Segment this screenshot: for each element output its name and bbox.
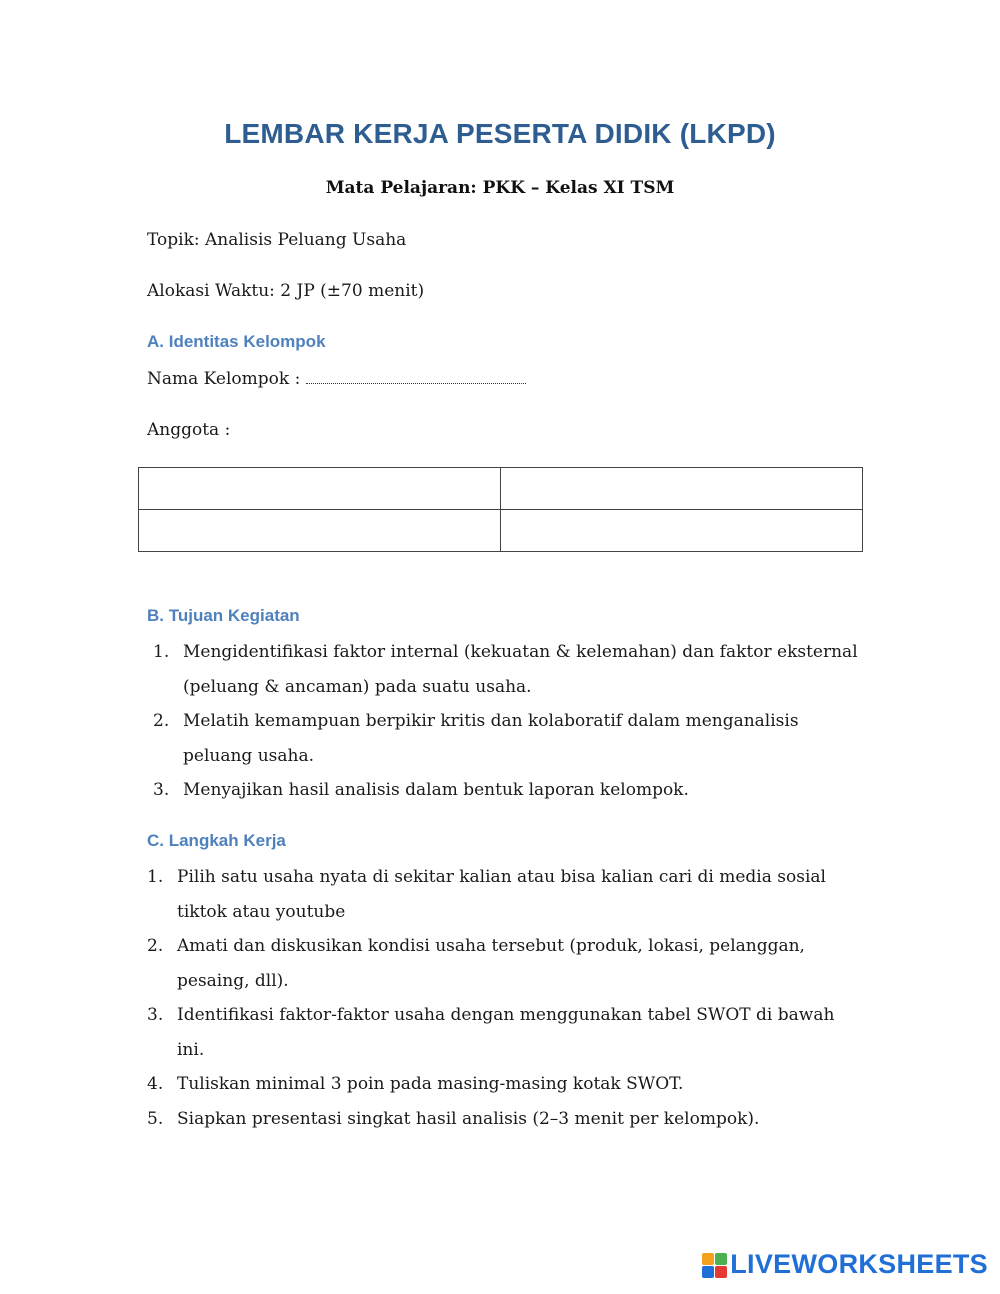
list-item-number: 3.: [147, 1005, 164, 1025]
logo-tile: [715, 1253, 727, 1265]
section-b-heading: B. Tujuan Kegiatan: [147, 606, 300, 625]
list-item-text: Tuliskan minimal 3 poin pada masing-masing kotak SWOT.: [177, 1074, 684, 1094]
objective-item: [153, 773, 863, 808]
section-a-heading: A. Identitas Kelompok: [147, 332, 326, 351]
logo-tile: [702, 1266, 714, 1278]
list-item-number: 1.: [153, 642, 170, 662]
member-cell[interactable]: [501, 468, 863, 510]
logo-tile: [702, 1253, 714, 1265]
brand-wordmark: LIVEWORKSHEETS: [730, 1249, 988, 1279]
logo-tile: [715, 1266, 727, 1278]
member-cell[interactable]: [139, 468, 501, 510]
group-name-label: Nama Kelompok :: [147, 369, 306, 389]
objective-item: [153, 704, 863, 773]
list-item-number: 2.: [153, 711, 170, 731]
group-name-row: [147, 369, 526, 389]
work-step-item: [147, 929, 867, 998]
topic-line: Topik: Analisis Peluang Usaha: [147, 230, 407, 250]
list-item-text: Siapkan presentasi singkat hasil analisis (2–3 menit per kelompok).: [177, 1108, 760, 1129]
work-steps-list: [147, 860, 867, 1136]
list-item-number: 5.: [147, 1108, 164, 1129]
work-step-item: [147, 860, 867, 929]
member-cell[interactable]: [139, 510, 501, 552]
liveworksheets-brand: [702, 1249, 988, 1280]
list-item-text: Identifikasi faktor-faktor usaha dengan menggunakan tabel SWOT di bawah ini.: [177, 1005, 835, 1060]
objective-item: [153, 635, 863, 704]
page-title: LEMBAR KERJA PESERTA DIDIK (LKPD): [224, 118, 776, 149]
list-item-text: Mengidentifikasi faktor internal (kekuatan & kelemahan) dan faktor eksternal (peluang & ancaman) pada suatu usaha.: [183, 642, 858, 697]
members-label: Anggota :: [147, 420, 231, 440]
objectives-list: [153, 635, 863, 808]
list-item-number: 3.: [153, 780, 170, 800]
liveworksheets-logo-icon: [702, 1253, 726, 1277]
member-cell[interactable]: [501, 510, 863, 552]
list-item-text: Menyajikan hasil analisis dalam bentuk laporan kelompok.: [183, 780, 689, 800]
members-table: [138, 467, 863, 552]
list-item-text: Amati dan diskusikan kondisi usaha tersebut (produk, lokasi, pelanggan, pesaing, dll).: [177, 936, 805, 991]
list-item-text: Melatih kemampuan berpikir kritis dan kolaboratif dalam menganalisis peluang usaha.: [183, 711, 799, 766]
list-item-number: 1.: [147, 867, 164, 887]
members-table-row: [139, 468, 863, 510]
time-allocation-line: Alokasi Waktu: 2 JP (±70 menit): [147, 281, 425, 301]
section-c-heading: C. Langkah Kerja: [147, 831, 286, 850]
work-step-item: [147, 998, 867, 1067]
list-item-number: 2.: [147, 936, 164, 956]
work-step-item: [147, 1067, 867, 1102]
subject-subtitle: Mata Pelajaran: PKK – Kelas XI TSM: [325, 178, 675, 198]
group-name-blank[interactable]: [306, 369, 526, 384]
list-item-text: Pilih satu usaha nyata di sekitar kalian atau bisa kalian cari di media sosial tiktok atau youtube: [177, 867, 826, 922]
list-item-number: 4.: [147, 1074, 164, 1094]
members-table-row: [139, 510, 863, 552]
work-step-item: [147, 1102, 867, 1137]
